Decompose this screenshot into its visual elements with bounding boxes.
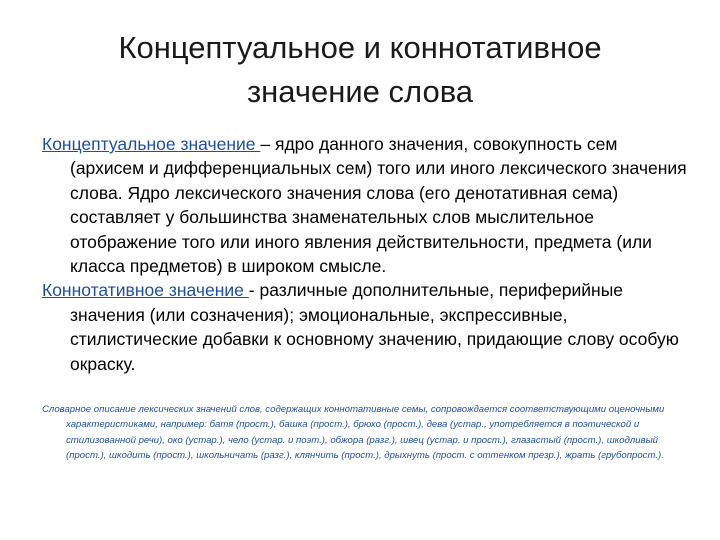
connotation-definition-paragraph bbox=[42, 278, 692, 376]
concept-definition-text: – ядро данного значения, совокупность сем (архисем и дифференциальных сем) того или иного лексического значения слова. Ядро лексического значения слова (его денотативная сема) составляет у большинства знаменательных слов мыслительное отображение того или иного явления действительности, предмета (или класса предметов) в широком смысле. bbox=[70, 134, 687, 277]
concept-term-link[interactable]: Концептуальное значение bbox=[42, 134, 261, 154]
slide-title-line-1: Концептуальное и коннотативное bbox=[118, 30, 602, 65]
concept-definition-paragraph bbox=[42, 132, 692, 278]
dictionary-note: Словарное описание лексических значений слов, содержащих коннотативные семы, сопровождается соответствующими оценочными характеристиками, например: батя (прост.), башка (прост.), брюхо (прост.), дева (устар., употребляется в поэтической и стилизованной речи), око (устар.), чело (устар. и поэт.), обжора (разг.), швец (устар. и прост.), глазастый (прост.), шкодливый (прост.), шкодить (прост.), школьничать (разг.), клянчить (прост.), дрыхнуть (прост. с оттенком презр.), жрать (грубопрост.). bbox=[42, 404, 665, 462]
slide-title bbox=[20, 26, 700, 114]
connotation-term-link[interactable]: Коннотативное значение bbox=[42, 280, 249, 301]
connotation-definition-text: - различные дополнительные, периферийные значения (или созначения); эмоциональные, экспрессивные, стилистические добавки к основному значению, придающие слову особую окраску. bbox=[70, 280, 679, 374]
slide-title-line-2: значение слова bbox=[246, 74, 474, 109]
slide-body bbox=[42, 132, 692, 376]
